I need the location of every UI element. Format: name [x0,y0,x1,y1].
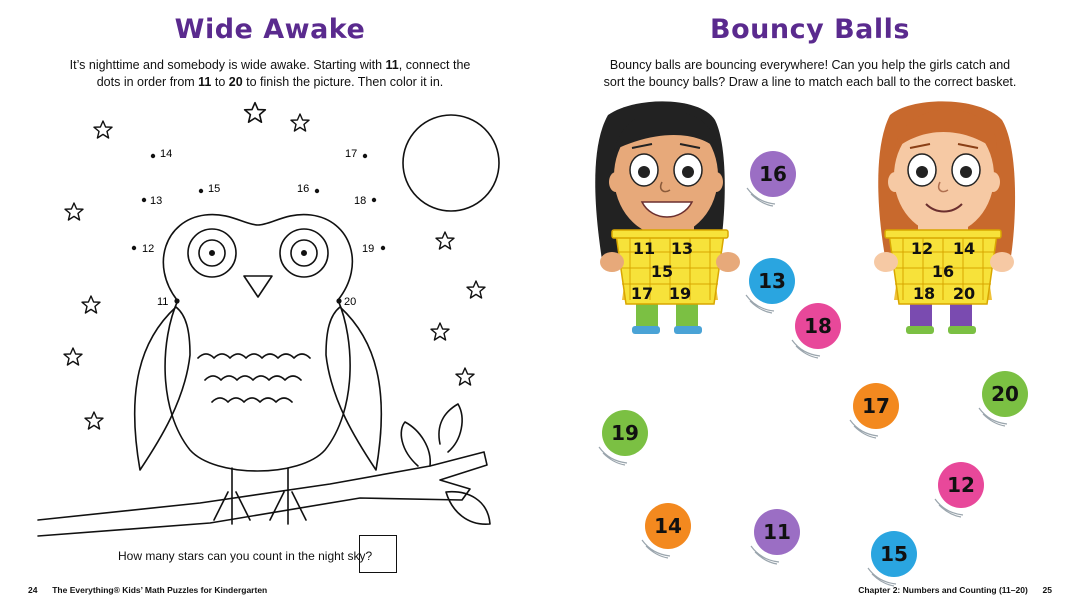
dot-label-17: 17 [345,148,358,160]
left-footer [28,585,267,595]
ball-12[interactable] [935,462,984,517]
basket1-number-17: 17 [630,284,654,303]
ball-20[interactable] [979,371,1028,426]
dot-11[interactable] [174,298,179,303]
ball-19[interactable] [599,410,648,465]
owl-body [165,300,350,471]
owl-right-foot [270,468,306,524]
ball-number: 18 [804,314,832,338]
basket2-number-18: 18 [912,284,936,303]
dot-12[interactable] [132,246,136,250]
bouncy-balls-illustration [540,0,1080,616]
star-count-answer-box[interactable] [359,535,397,573]
bouncy-balls-instruction: Bouncy balls are bouncing everywhere! Can you help the girls catch and sort the bouncy balls? Draw a line to match each ball to the correct basket. [603,58,1017,89]
dot-label-12: 12 [142,243,155,255]
ball-number: 20 [991,382,1019,406]
page-number-24: 24 [28,585,38,595]
owl-head-outline [163,215,352,300]
ball-17[interactable] [850,383,899,438]
dot-16[interactable] [315,189,319,193]
right-footer [858,585,1052,595]
dot-label-19: 19 [362,243,375,255]
dot-label-16: 16 [297,183,310,195]
ball-number: 11 [763,520,791,544]
dot-13[interactable] [142,198,146,202]
basket2-number-12: 12 [910,239,934,258]
ball-number: 17 [862,394,890,418]
ball-number: 13 [758,269,786,293]
ball-number: 12 [947,473,975,497]
dot-label-20: 20 [344,296,357,308]
page-number-25: 25 [1042,585,1052,595]
basket1-number-19: 19 [668,284,692,303]
basket2-number-20: 20 [952,284,976,303]
ball-number: 14 [654,514,682,538]
chapter-title: Chapter 2: Numbers and Counting (11–20) [858,585,1028,595]
ball-number: 15 [880,542,908,566]
ball-14[interactable] [642,503,691,558]
dot-19[interactable] [381,246,385,250]
dot-17[interactable] [363,154,367,158]
ball-16[interactable] [747,151,796,206]
book-title: The Everything® Kids’ Math Puzzles for Kindergarten [52,585,268,595]
leaf-2 [439,404,462,452]
dot-label-11: 11 [157,296,169,308]
girl-dark-hair [595,101,740,334]
wide-awake-instruction: It’s nighttime and somebody is wide awake. Starting with 11, connect the dots in order from 11 to 20 to finish the picture. Then color it in. [69,58,471,89]
owl-left-wing [135,307,190,470]
basket1-number-11: 11 [632,239,656,258]
ball-11[interactable] [751,509,800,564]
leaf-1 [401,422,430,466]
leaf-3 [446,492,490,524]
owl-right-wing [326,307,381,470]
ball-15[interactable] [868,531,917,586]
ball-13[interactable] [746,258,795,313]
right-page [540,0,1080,616]
page-title-bouncy-balls: Bouncy Balls [710,14,910,45]
page-title-wide-awake: Wide Awake [174,14,366,45]
basket2-number-14: 14 [952,239,976,258]
ball-number: 19 [611,421,639,445]
dot-label-14: 14 [160,148,173,160]
dot-label-13: 13 [150,195,163,207]
basket2-number-16: 16 [931,262,955,281]
dot-15[interactable] [199,189,203,193]
basket1-number-15: 15 [650,262,674,281]
night-stars [64,103,485,429]
basket1-number-13: 13 [670,239,694,258]
tree-branch [38,452,487,536]
girl-auburn-hair [874,101,1015,334]
dot-14[interactable] [151,154,155,158]
ball-18[interactable] [792,303,841,358]
dot-18[interactable] [372,198,376,202]
dot-label-18: 18 [354,195,367,207]
moon [403,115,499,211]
owl-beak [244,276,272,297]
dot-label-15: 15 [208,183,221,195]
dot-20[interactable] [336,298,341,303]
ball-number: 16 [759,162,787,186]
star-count-question: How many stars can you count in the night sky? [118,549,373,563]
